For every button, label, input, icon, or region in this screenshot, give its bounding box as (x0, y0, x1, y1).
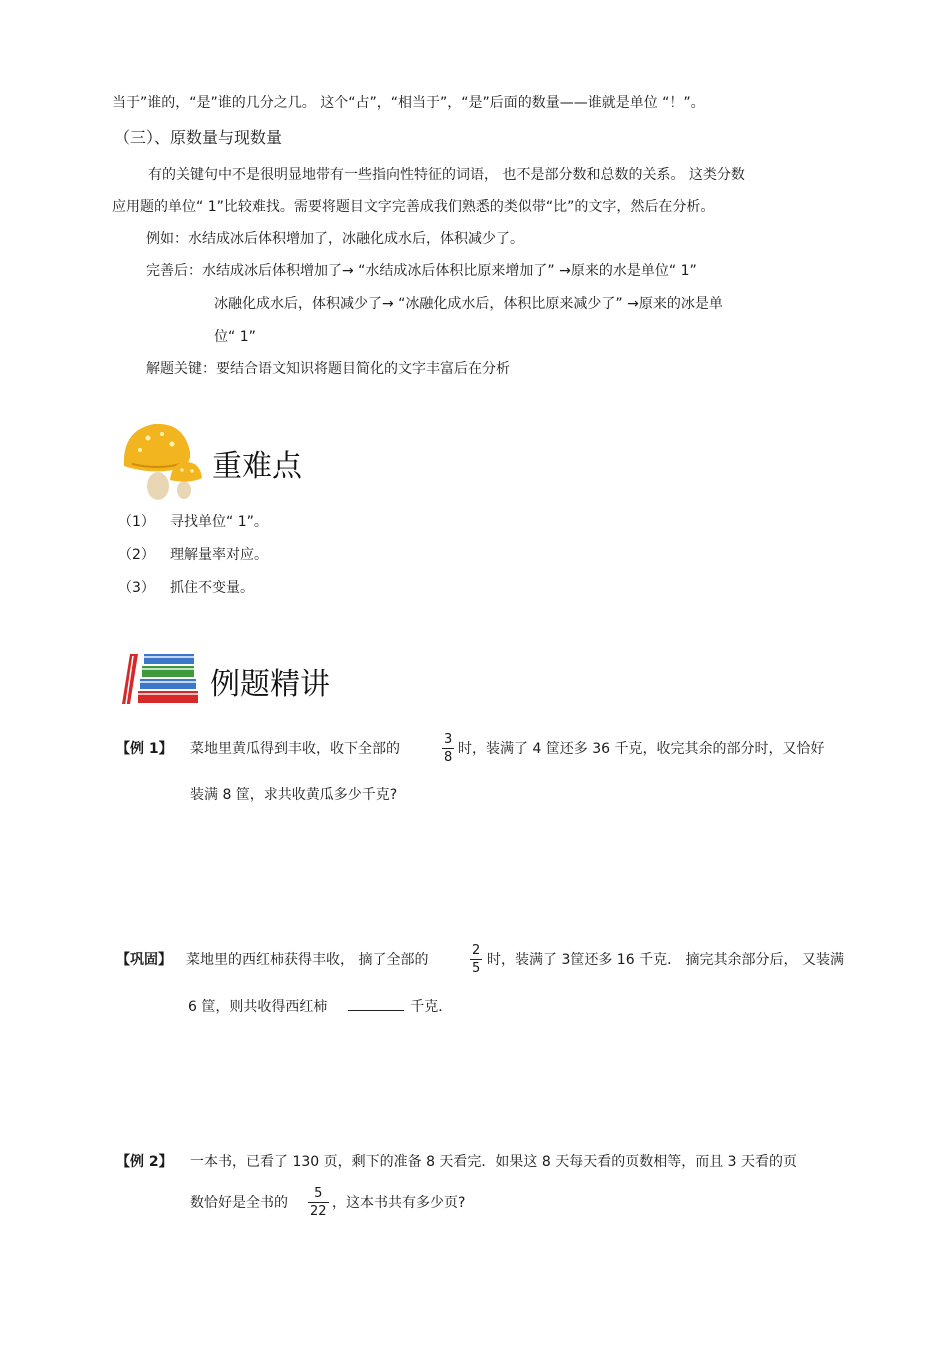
example-1-fraction (442, 732, 454, 765)
paragraph-1-line-1: 有的关键句中不是很明显地带有一些指向性特征的词语， 也不是部分数和总数的关系。 这类分数 (148, 167, 745, 183)
improved-line-3: 位“ 1” (214, 329, 256, 345)
fraction-numerator: 5 (314, 1186, 323, 1201)
fraction-denominator: 8 (444, 750, 453, 765)
difficulty-item-2-text: 理解量率对应。 (170, 547, 268, 563)
example-1-line-2: 装满 8 筐，求共收黄瓜多少千克? (190, 787, 398, 803)
example-2-line-2-a: 数恰好是全书的 (190, 1195, 288, 1211)
example-2-tag: 【例 2】 (116, 1154, 173, 1170)
improved-line-2: 冰融化成水后，体积减少了→ “冰融化成水后，体积比原来减少了” →原来的冰是单 (214, 296, 723, 312)
section-title-examples: 例题精讲 (210, 667, 330, 702)
answer-blank[interactable] (348, 998, 404, 1011)
fraction-numerator: 3 (444, 732, 453, 747)
paragraph-1-line-2: 应用题的单位“ 1”比较难找。需要将题目文字完善成我们熟悉的类似带“比”的文字，然后在分析。 (112, 199, 715, 215)
fraction-denominator: 5 (472, 961, 481, 976)
consolidate-line-2-a: 6 筐，则共收得西红柿 (188, 999, 328, 1015)
consolidate-line-2-b: 千克． (410, 999, 453, 1015)
solution-key-line: 解题关键：要结合语文知识将题目简化的文字丰富后在分析 (146, 361, 510, 377)
section-title-difficulty: 重难点 (212, 449, 302, 484)
fraction-denominator: 22 (310, 1204, 327, 1219)
example-1-tag: 【例 1】 (116, 741, 173, 757)
fraction-numerator: 2 (472, 943, 481, 958)
consolidate-tag: 【巩固】 (116, 952, 172, 968)
consolidate-line-2 (188, 998, 452, 1016)
intro-line-1: 当于”谁的，“是”谁的几分之几。 这个“占”，“相当于”，“是”后面的数量——谁就是单位 “！”。 (112, 95, 705, 111)
example-2-text-a: 一本书，已看了 130 页，剩下的准备 8 天看完．如果这 8 天每天看的页数相等，而且 3 天看的页 (190, 1154, 798, 1170)
improved-line-1: 完善后：水结成冰后体积增加了→ “水结成冰后体积比原来增加了” →原来的水是单位“ 1” (146, 263, 697, 279)
example-1-text-b: 时，装满了 4 筐还多 36 千克，收完其余的部分时，又恰好 (458, 741, 825, 757)
example-1-text-a: 菜地里黄瓜得到丰收，收下全部的 (190, 741, 400, 757)
fraction-bar (470, 959, 482, 960)
difficulty-item-3-text: 抓住不变量。 (170, 580, 254, 596)
example-sentence: 例如：水结成冰后体积增加了，冰融化成水后，体积减少了。 (146, 231, 524, 247)
fraction-bar (308, 1202, 329, 1203)
example-2-fraction (308, 1186, 329, 1219)
consolidate-text-b: 时，装满了 3筐还多 16 千克． 摘完其余部分后， 又装满 (487, 952, 844, 968)
consolidate-text-a: 菜地里的西红柿获得丰收， 摘了全部的 (186, 952, 429, 968)
difficulty-item-3-number: （3） (118, 580, 155, 596)
example-2-line-2-b: ，这本书共有多少页? (332, 1195, 466, 1211)
books-icon (114, 646, 200, 706)
mushroom-icon (118, 416, 208, 502)
difficulty-item-2-number: （2） (118, 547, 155, 563)
difficulty-item-1-number: （1） (118, 514, 155, 530)
difficulty-item-1-text: 寻找单位“ 1”。 (170, 514, 268, 530)
consolidate-fraction (470, 943, 482, 976)
fraction-bar (442, 748, 454, 749)
subheading-original-vs-current: （三）、原数量与现数量 (114, 128, 283, 147)
